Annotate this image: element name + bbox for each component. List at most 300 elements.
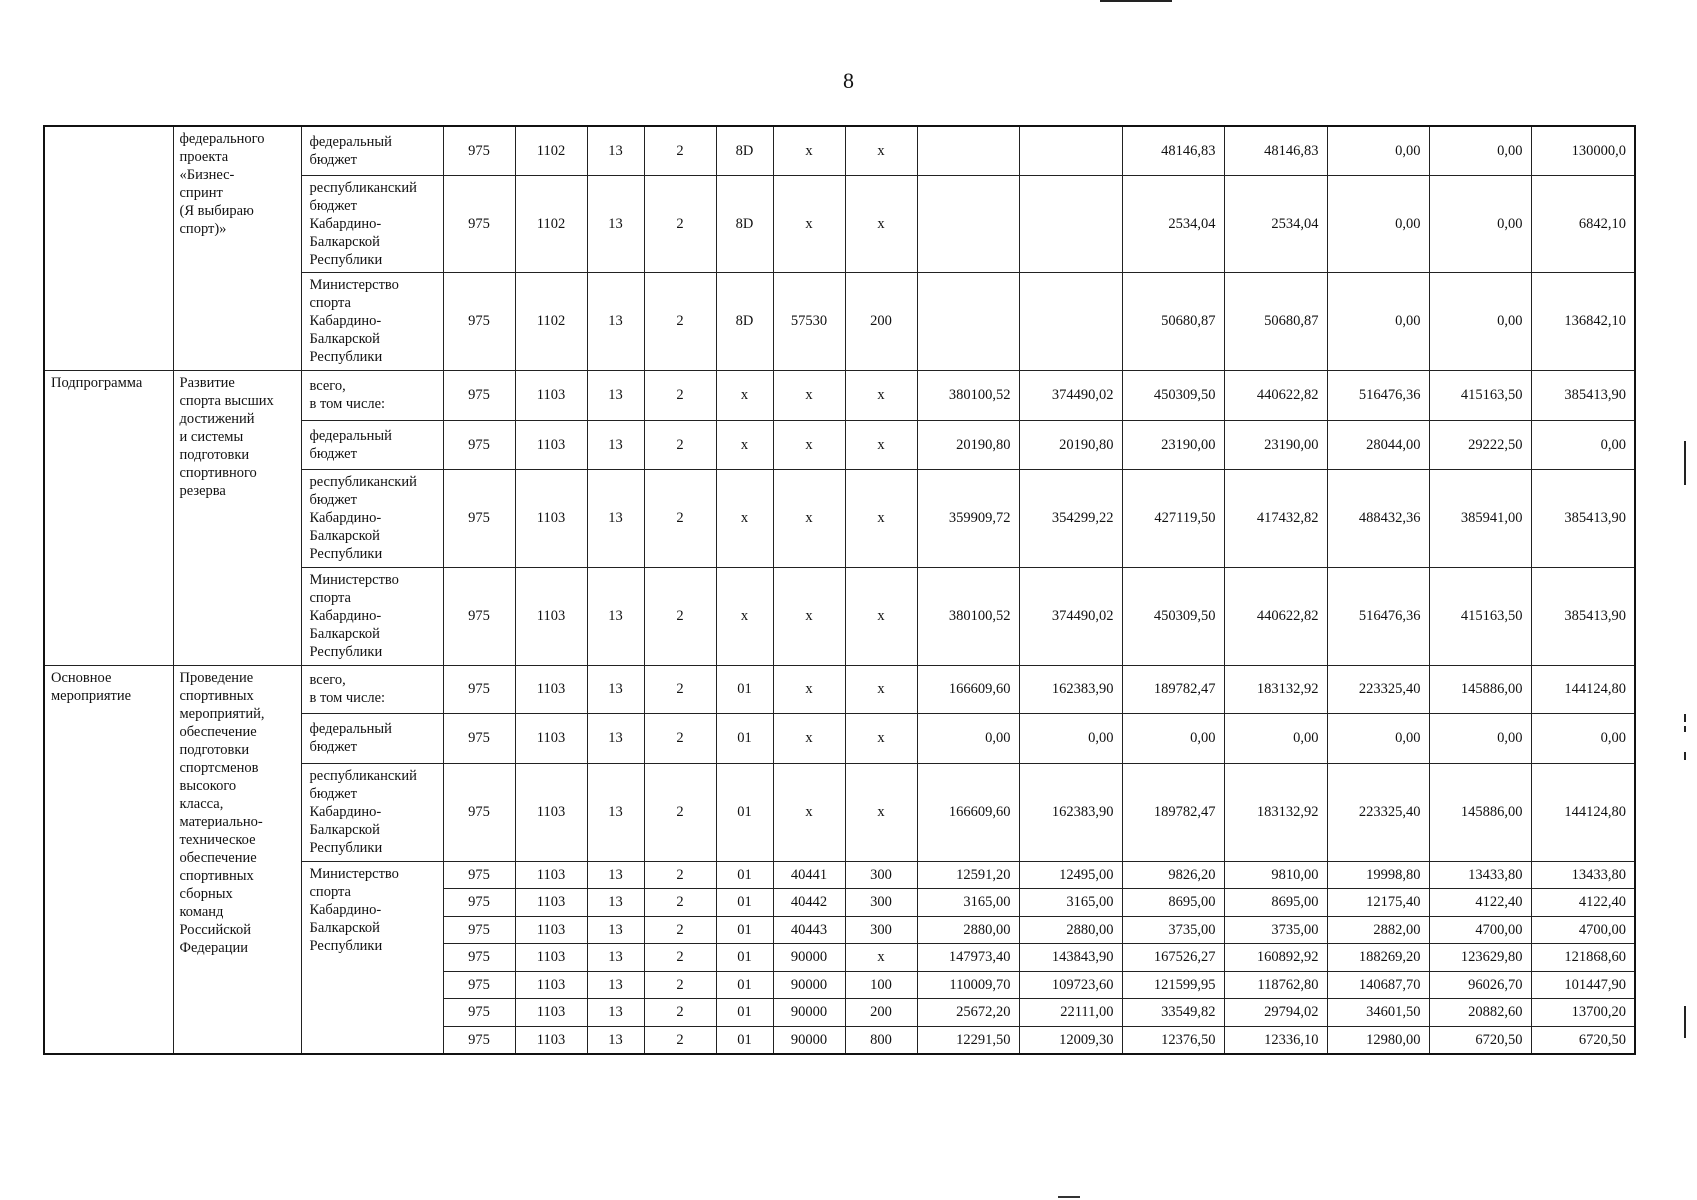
table-cell: x xyxy=(773,420,845,469)
scan-mark-bottom xyxy=(1058,1196,1080,1198)
text-line: бюджет xyxy=(309,445,357,462)
table-cell: 8695,00 xyxy=(1224,889,1327,917)
table-cell xyxy=(1019,175,1122,272)
table-cell: 975 xyxy=(443,944,515,972)
table-cell: 975 xyxy=(443,999,515,1027)
table-cell: 22111,00 xyxy=(1019,999,1122,1027)
table-cell: 2 xyxy=(644,1026,716,1054)
table-cell: 140687,70 xyxy=(1327,971,1429,999)
table-cell: 145886,00 xyxy=(1429,763,1531,861)
text-line: подготовки xyxy=(179,741,250,758)
text-line: бюджет xyxy=(309,492,357,508)
table-cell: 01 xyxy=(716,999,773,1027)
table-cell: 516476,36 xyxy=(1327,567,1429,665)
table-cell: 13 xyxy=(587,999,644,1027)
table-cell: x xyxy=(845,370,917,420)
program-type-cell: Подпрограмма xyxy=(44,370,173,665)
table-cell: 385413,90 xyxy=(1531,469,1635,567)
text-line: спортивных xyxy=(179,867,254,884)
text-line: Российской xyxy=(179,921,251,938)
table-cell: x xyxy=(773,763,845,861)
table-cell: 488432,36 xyxy=(1327,469,1429,567)
table-cell: x xyxy=(845,420,917,469)
table-cell: 13 xyxy=(587,944,644,972)
table-cell: 01 xyxy=(716,861,773,889)
text-line: бюджет xyxy=(309,786,357,802)
table-cell: 23190,00 xyxy=(1224,420,1327,469)
table-cell: 40442 xyxy=(773,889,845,917)
table-row xyxy=(44,370,1635,420)
table-cell: 121868,60 xyxy=(1531,944,1635,972)
text-line: мероприятие xyxy=(51,687,132,704)
table-cell: 975 xyxy=(443,889,515,917)
table-cell: 385941,00 xyxy=(1429,469,1531,567)
text-line: всего, xyxy=(309,672,346,688)
table-cell: 2 xyxy=(644,944,716,972)
table-cell: 166609,60 xyxy=(917,763,1019,861)
page-number: 8 xyxy=(843,68,854,93)
table-cell: 2 xyxy=(644,763,716,861)
table-cell: 50680,87 xyxy=(1224,272,1327,370)
table-cell: 162383,90 xyxy=(1019,665,1122,713)
table-cell: 13 xyxy=(587,272,644,370)
table-cell: 1103 xyxy=(515,763,587,861)
table-cell: 3735,00 xyxy=(1122,916,1224,944)
table-cell: 975 xyxy=(443,420,515,469)
text-line: Балкарской xyxy=(309,331,380,347)
table-cell: 57530 xyxy=(773,272,845,370)
table-cell: 2534,04 xyxy=(1122,175,1224,272)
table-cell: 183132,92 xyxy=(1224,665,1327,713)
table-cell: 2534,04 xyxy=(1224,175,1327,272)
table-cell: 0,00 xyxy=(1531,713,1635,763)
table-cell: 427119,50 xyxy=(1122,469,1224,567)
table-cell: 12980,00 xyxy=(1327,1026,1429,1054)
table-cell: 121599,95 xyxy=(1122,971,1224,999)
table-cell: 01 xyxy=(716,889,773,917)
text-line: Проведение xyxy=(179,669,254,686)
table-cell: 13 xyxy=(587,567,644,665)
table-cell: 385413,90 xyxy=(1531,370,1635,420)
table-cell: 90000 xyxy=(773,944,845,972)
table-cell: 23190,00 xyxy=(1122,420,1224,469)
table-cell: 4122,40 xyxy=(1429,889,1531,917)
table-cell: 20190,80 xyxy=(1019,420,1122,469)
table-cell: x xyxy=(716,420,773,469)
table-cell: 975 xyxy=(443,861,515,889)
table-cell: 13 xyxy=(587,861,644,889)
funding-source-cell xyxy=(301,272,443,370)
table-cell: 1103 xyxy=(515,713,587,763)
table-cell xyxy=(917,272,1019,370)
table-cell: 13433,80 xyxy=(1531,861,1635,889)
table-cell: 01 xyxy=(716,665,773,713)
table-cell: 440622,82 xyxy=(1224,370,1327,420)
text-line: мероприятий, xyxy=(179,705,265,722)
table-cell: 189782,47 xyxy=(1122,763,1224,861)
text-line: федеральный xyxy=(309,427,392,444)
text-line: Федерации xyxy=(179,939,248,956)
table-cell: 01 xyxy=(716,1026,773,1054)
table-cell: 162383,90 xyxy=(1019,763,1122,861)
table-cell: 6842,10 xyxy=(1531,175,1635,272)
text-line: и системы xyxy=(179,428,244,445)
text-line: Республики xyxy=(309,840,383,856)
table-cell: 28044,00 xyxy=(1327,420,1429,469)
table-cell: 0,00 xyxy=(1019,713,1122,763)
scan-mark-edge xyxy=(1684,714,1686,722)
table-cell: 12591,20 xyxy=(917,861,1019,889)
table-cell: 1102 xyxy=(515,126,587,175)
text-line: Кабардино- xyxy=(309,313,382,329)
text-line: Министерство xyxy=(309,277,399,293)
table-cell: 1103 xyxy=(515,665,587,713)
text-line: Балкарской xyxy=(309,528,380,544)
table-cell: 13700,20 xyxy=(1531,999,1635,1027)
table-cell: 223325,40 xyxy=(1327,763,1429,861)
table-cell: 13 xyxy=(587,916,644,944)
table-cell: 2 xyxy=(644,567,716,665)
text-line: спорта xyxy=(309,883,351,900)
table-cell: 143843,90 xyxy=(1019,944,1122,972)
table-cell: 975 xyxy=(443,665,515,713)
funding-source-cell xyxy=(301,713,443,763)
table-cell: 975 xyxy=(443,916,515,944)
funding-source-cell xyxy=(301,126,443,175)
table-cell: 3165,00 xyxy=(917,889,1019,917)
table-cell: 0,00 xyxy=(1327,272,1429,370)
table-cell: 0,00 xyxy=(917,713,1019,763)
table-cell: 123629,80 xyxy=(1429,944,1531,972)
table-cell: 1103 xyxy=(515,944,587,972)
table-cell: 25672,20 xyxy=(917,999,1019,1027)
text-line: Республики xyxy=(309,251,383,268)
table-cell: x xyxy=(845,713,917,763)
table-cell: 975 xyxy=(443,1026,515,1054)
table-cell: 0,00 xyxy=(1429,126,1531,175)
funding-source-cell xyxy=(301,665,443,713)
text-line: спорта высших xyxy=(179,392,274,409)
table-cell: 374490,02 xyxy=(1019,370,1122,420)
table-cell: 12291,50 xyxy=(917,1026,1019,1054)
table-cell: 13 xyxy=(587,1026,644,1054)
table-cell: 110009,70 xyxy=(917,971,1019,999)
table-cell: 415163,50 xyxy=(1429,567,1531,665)
table-cell: 2 xyxy=(644,665,716,713)
table-cell: x xyxy=(773,665,845,713)
table-cell: 96026,70 xyxy=(1429,971,1531,999)
program-name-cell xyxy=(173,370,301,665)
table-cell: 8D xyxy=(716,175,773,272)
table-cell: 975 xyxy=(443,469,515,567)
table-cell: 1103 xyxy=(515,1026,587,1054)
table-cell: 2 xyxy=(644,971,716,999)
table-cell: 2 xyxy=(644,861,716,889)
table-cell: 2 xyxy=(644,713,716,763)
table-cell: 4122,40 xyxy=(1531,889,1635,917)
table-cell: 2882,00 xyxy=(1327,916,1429,944)
funding-source-cell xyxy=(301,469,443,567)
table-cell: 130000,0 xyxy=(1531,126,1635,175)
table-cell: 0,00 xyxy=(1224,713,1327,763)
text-line: материально- xyxy=(179,813,263,830)
text-line: высокого xyxy=(179,777,237,794)
text-line: Кабардино- xyxy=(309,608,382,624)
table-cell: x xyxy=(773,175,845,272)
table-cell: 0,00 xyxy=(1531,420,1635,469)
table-cell: 200 xyxy=(845,272,917,370)
scan-mark-edge xyxy=(1684,752,1686,760)
table-cell: 800 xyxy=(845,1026,917,1054)
table-cell: 0,00 xyxy=(1122,713,1224,763)
text-line: техническое xyxy=(179,831,256,848)
text-line: обеспечение xyxy=(179,849,257,866)
table-cell: 2 xyxy=(644,999,716,1027)
table-cell: 118762,80 xyxy=(1224,971,1327,999)
table-cell: x xyxy=(773,126,845,175)
text-line: в том числе: xyxy=(309,396,386,412)
text-line: всего, xyxy=(309,378,346,394)
table-cell: 34601,50 xyxy=(1327,999,1429,1027)
table-cell: 380100,52 xyxy=(917,370,1019,420)
table-cell: 1103 xyxy=(515,916,587,944)
table-cell: 2 xyxy=(644,370,716,420)
table-cell: 3165,00 xyxy=(1019,889,1122,917)
text-line: спринт xyxy=(179,185,223,201)
text-line: Основное xyxy=(51,669,112,686)
text-line: достижений xyxy=(179,410,255,427)
table-cell: 33549,82 xyxy=(1122,999,1224,1027)
text-line: «Бизнес- xyxy=(179,167,235,183)
table-cell: 12376,50 xyxy=(1122,1026,1224,1054)
table-cell: 975 xyxy=(443,126,515,175)
table-cell: 2880,00 xyxy=(1019,916,1122,944)
text-line: проекта xyxy=(179,149,229,165)
table-cell: 975 xyxy=(443,175,515,272)
table-cell: 300 xyxy=(845,861,917,889)
program-type-cell xyxy=(44,126,173,370)
table-cell: 13 xyxy=(587,763,644,861)
table-cell: 300 xyxy=(845,889,917,917)
table-cell: x xyxy=(845,126,917,175)
scan-mark-edge xyxy=(1684,1006,1686,1038)
text-line: Республики xyxy=(309,349,383,365)
scan-mark-edge xyxy=(1684,441,1686,485)
table-cell: 450309,50 xyxy=(1122,370,1224,420)
program-type-cell xyxy=(44,665,173,1054)
funding-source-cell xyxy=(301,175,443,272)
table-cell: 01 xyxy=(716,916,773,944)
table-cell: 01 xyxy=(716,713,773,763)
table-cell: 415163,50 xyxy=(1429,370,1531,420)
table-cell: 01 xyxy=(716,971,773,999)
table-cell: 20190,80 xyxy=(917,420,1019,469)
table-cell: 9826,20 xyxy=(1122,861,1224,889)
text-line: сборных xyxy=(179,885,233,902)
table-cell: 01 xyxy=(716,763,773,861)
table-cell xyxy=(917,126,1019,175)
table-cell: 13 xyxy=(587,175,644,272)
table-cell: 975 xyxy=(443,713,515,763)
table-cell: 144124,80 xyxy=(1531,665,1635,713)
table-cell: x xyxy=(845,469,917,567)
table-cell: 440622,82 xyxy=(1224,567,1327,665)
table-cell: 101447,90 xyxy=(1531,971,1635,999)
text-line: Республики xyxy=(309,937,383,954)
text-line: республиканский xyxy=(309,474,417,490)
text-line: Республики xyxy=(309,546,383,562)
table-cell: x xyxy=(716,567,773,665)
table-row xyxy=(44,665,1635,713)
table-cell: 20882,60 xyxy=(1429,999,1531,1027)
table-cell: 0,00 xyxy=(1327,713,1429,763)
table-cell: 0,00 xyxy=(1429,175,1531,272)
text-line: спорта xyxy=(309,590,351,606)
table-cell: 13 xyxy=(587,420,644,469)
table-cell: x xyxy=(845,944,917,972)
table-cell: 223325,40 xyxy=(1327,665,1429,713)
table-cell: 0,00 xyxy=(1429,272,1531,370)
table-cell: x xyxy=(773,469,845,567)
text-line: федерального xyxy=(179,131,265,147)
table-cell xyxy=(917,175,1019,272)
table-cell: 374490,02 xyxy=(1019,567,1122,665)
table-cell: 50680,87 xyxy=(1122,272,1224,370)
program-name-cell xyxy=(173,126,301,370)
text-line: Министерство xyxy=(309,572,399,588)
table-cell: 1103 xyxy=(515,567,587,665)
table-cell: 13 xyxy=(587,971,644,999)
table-cell: 12336,10 xyxy=(1224,1026,1327,1054)
table-cell: 2 xyxy=(644,272,716,370)
text-line: спортивного xyxy=(179,464,257,481)
text-line: в том числе: xyxy=(309,690,386,706)
table-cell: 359909,72 xyxy=(917,469,1019,567)
table-cell: 516476,36 xyxy=(1327,370,1429,420)
table-cell: 12175,40 xyxy=(1327,889,1429,917)
text-line: республиканский xyxy=(309,179,417,196)
table-cell: x xyxy=(773,370,845,420)
scan-mark-edge xyxy=(1684,726,1686,732)
table-cell: 2 xyxy=(644,175,716,272)
table-cell: 12009,30 xyxy=(1019,1026,1122,1054)
table-cell: x xyxy=(716,370,773,420)
table-cell: 0,00 xyxy=(1327,175,1429,272)
text-line: Балкарской xyxy=(309,822,380,838)
table-cell: 13 xyxy=(587,469,644,567)
table-cell xyxy=(1019,272,1122,370)
table-cell: x xyxy=(716,469,773,567)
table-cell: 167526,27 xyxy=(1122,944,1224,972)
text-line: Кабардино- xyxy=(309,901,382,918)
text-line: обеспечение xyxy=(179,723,257,740)
table-cell: x xyxy=(845,567,917,665)
text-line: Кабардино- xyxy=(309,510,382,526)
table-cell: 1103 xyxy=(515,861,587,889)
table-cell: x xyxy=(845,665,917,713)
table-cell: 2880,00 xyxy=(917,916,1019,944)
table-cell: 183132,92 xyxy=(1224,763,1327,861)
text-line: спортивных xyxy=(179,687,254,704)
table-cell: 189782,47 xyxy=(1122,665,1224,713)
table-cell: 144124,80 xyxy=(1531,763,1635,861)
table-cell: 2 xyxy=(644,420,716,469)
text-line: (Я выбираю xyxy=(179,203,254,219)
text-line: федеральный xyxy=(309,133,392,150)
table-cell: 90000 xyxy=(773,971,845,999)
table-cell: 145886,00 xyxy=(1429,665,1531,713)
table-cell: 01 xyxy=(716,944,773,972)
table-cell: 975 xyxy=(443,567,515,665)
table-row xyxy=(44,126,1635,175)
table-cell: 48146,83 xyxy=(1224,126,1327,175)
table-cell: 450309,50 xyxy=(1122,567,1224,665)
program-name-cell xyxy=(173,665,301,1054)
text-line: команд xyxy=(179,903,224,920)
table-cell: 8695,00 xyxy=(1122,889,1224,917)
text-line: Развитие xyxy=(179,374,235,391)
table-cell: 2 xyxy=(644,126,716,175)
table-cell: 2 xyxy=(644,469,716,567)
table-cell: 40441 xyxy=(773,861,845,889)
funding-source-cell xyxy=(301,567,443,665)
table-cell: 1103 xyxy=(515,971,587,999)
table-cell: 975 xyxy=(443,971,515,999)
table-cell: x xyxy=(773,713,845,763)
table-cell: 13 xyxy=(587,713,644,763)
funding-source-cell xyxy=(301,420,443,469)
funding-source-cell xyxy=(301,763,443,861)
table-cell: 19998,80 xyxy=(1327,861,1429,889)
table-cell: 29794,02 xyxy=(1224,999,1327,1027)
table-cell: 975 xyxy=(443,272,515,370)
table-cell: 4700,00 xyxy=(1531,916,1635,944)
table-cell: 1103 xyxy=(515,469,587,567)
text-line: класса, xyxy=(179,795,224,812)
table-cell: 1103 xyxy=(515,889,587,917)
table-cell: 354299,22 xyxy=(1019,469,1122,567)
table-cell: 1103 xyxy=(515,999,587,1027)
table-cell: 8D xyxy=(716,126,773,175)
text-line: федеральный xyxy=(309,721,392,737)
text-line: спорт)» xyxy=(179,221,227,237)
table-cell: 13 xyxy=(587,889,644,917)
table-cell: 6720,50 xyxy=(1531,1026,1635,1054)
text-line: Балкарской xyxy=(309,919,380,936)
table-cell: 9810,00 xyxy=(1224,861,1327,889)
table-cell: 136842,10 xyxy=(1531,272,1635,370)
table-cell: 200 xyxy=(845,999,917,1027)
budget-table xyxy=(43,125,1636,1055)
text-line: спортсменов xyxy=(179,759,259,776)
text-line: Кабардино- xyxy=(309,804,382,820)
scan-mark-top xyxy=(1100,0,1172,2)
table-cell: 13433,80 xyxy=(1429,861,1531,889)
text-line: бюджет xyxy=(309,739,357,755)
table-cell: 975 xyxy=(443,370,515,420)
funding-source-cell xyxy=(301,370,443,420)
text-line: резерва xyxy=(179,482,226,499)
table-cell: 417432,82 xyxy=(1224,469,1327,567)
table-cell: 160892,92 xyxy=(1224,944,1327,972)
text-line: бюджет xyxy=(309,197,357,214)
table-cell: x xyxy=(845,175,917,272)
table-cell: 100 xyxy=(845,971,917,999)
table-cell: 13 xyxy=(587,126,644,175)
table-cell: 1103 xyxy=(515,420,587,469)
funding-source-cell xyxy=(301,861,443,1054)
table-cell: 90000 xyxy=(773,999,845,1027)
